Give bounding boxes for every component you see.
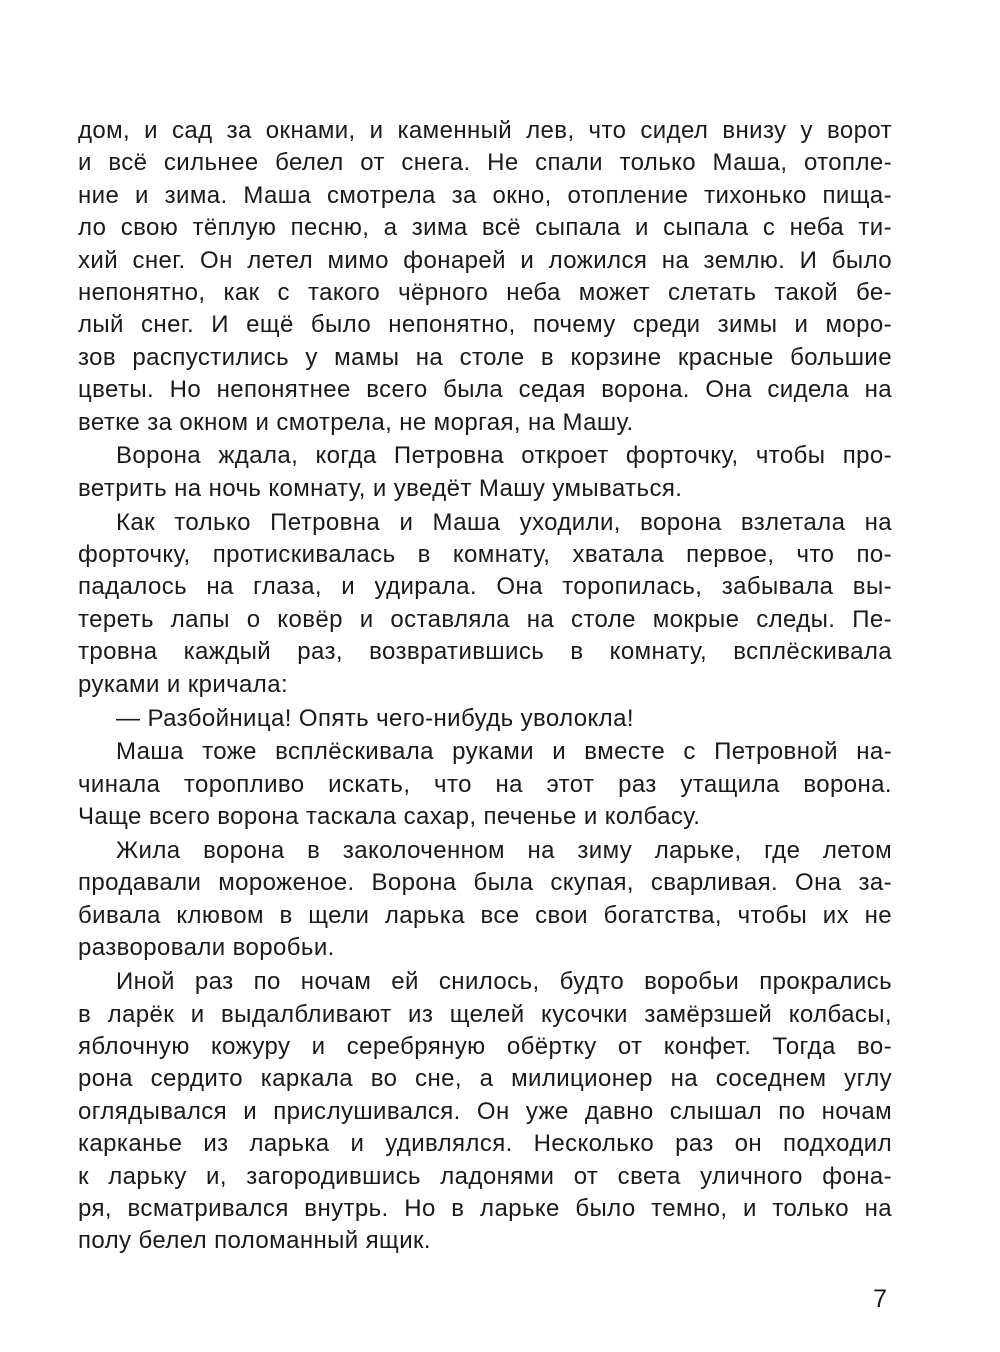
text-line: разворовали воробьи. <box>78 934 335 962</box>
text-line: Маша тоже всплёскивала руками и вместе с Петровной на- <box>116 738 892 766</box>
text-line: Чаще всего ворона таскала сахар, печенье и колбасу. <box>78 803 701 831</box>
text-line: Как только Петровна и Маша уходили, ворона взлетала на <box>116 508 892 536</box>
text-line: рона сердито каркала во сне, а милиционер на соседнем углу <box>78 1065 892 1093</box>
text-line: продавали мороженое. Ворона была скупая, сварливая. Она за- <box>78 869 892 897</box>
text-line: Ворона ждала, когда Петровна откроет форточку, чтобы про- <box>116 442 892 470</box>
paragraph <box>78 835 892 965</box>
text-line: тровна каждый раз, возвратившись в комнату, всплёскивала <box>78 638 892 666</box>
text-line: оглядывался и прислушивался. Он уже давно слышал по ночам <box>78 1097 892 1125</box>
text-line: непонятно, как с такого чёрного неба может слетать такой бе- <box>78 278 892 306</box>
text-line: Иной раз по ночам ей снилось, будто воробьи прокрались <box>116 968 892 996</box>
paragraph <box>78 966 892 1258</box>
text-line: ние и зима. Маша смотрела за окно, отопление тихонько пища- <box>78 181 892 209</box>
text-line: руками и кричала: <box>78 670 289 698</box>
text-line: Жила ворона в заколоченном на зиму ларьке, где летом <box>116 837 892 865</box>
text-line: форточку, протискивалась в комнату, хватала первое, что по- <box>78 541 892 569</box>
text-line: падалось на глаза, и удирала. Она торопилась, забывала вы- <box>78 573 892 601</box>
text-line: лый снег. И ещё было непонятно, почему среди зимы и моро- <box>78 311 892 339</box>
text-line: ветке за окном и смотрела, не моргая, на Машу. <box>78 408 634 436</box>
text-line: дом, и сад за окнами, и каменный лев, что сидел внизу у ворот <box>78 117 892 144</box>
book-page-text <box>78 115 892 1258</box>
text-line: полу белел поломанный ящик. <box>78 1227 431 1255</box>
text-line: — Разбойница! Опять чего-нибудь уволокла! <box>116 704 634 732</box>
paragraph-dialogue <box>78 703 892 735</box>
text-line: ря, всматривался внутрь. Но в ларьке было темно, и только на <box>78 1194 892 1222</box>
text-line: ветрить на ночь комнату, и уведёт Машу умываться. <box>78 474 683 502</box>
text-line: цветы. Но непонятнее всего была седая ворона. Она сидела на <box>78 376 892 404</box>
text-line: чинала торопливо искать, что на этот раз утащила ворона. <box>78 770 892 798</box>
text-line: бивала клювом в щели ларька все свои богатства, чтобы их не <box>78 901 892 929</box>
page-number: 7 <box>873 1285 887 1313</box>
text-line: яблочную кожуру и серебряную обёртку от конфет. Тогда во- <box>78 1032 892 1060</box>
text-line: ло свою тёплую песню, а зима всё сыпала и сыпала с неба ти- <box>78 214 892 242</box>
text-line: тереть лапы о ковёр и оставляла на столе мокрые следы. Пе- <box>78 605 892 633</box>
text-line: и всё сильнее белел от снега. Не спали только Маша, отопле- <box>78 149 892 177</box>
paragraph <box>78 440 892 505</box>
text-line: в ларёк и выдалбливают из щелей кусочки замёрзшей колбасы, <box>78 1000 892 1028</box>
text-line: зов распустились у мамы на столе в корзине красные большие <box>78 343 892 371</box>
text-line: к ларьку и, загородившись ладонями от света уличного фона- <box>78 1162 892 1190</box>
text-line: карканье из ларька и удивлялся. Несколько раз он подходил <box>78 1130 892 1158</box>
paragraph <box>78 736 892 833</box>
paragraph <box>78 115 892 439</box>
text-line: хий снег. Он летел мимо фонарей и ложился на землю. И было <box>78 246 892 274</box>
paragraph <box>78 507 892 701</box>
